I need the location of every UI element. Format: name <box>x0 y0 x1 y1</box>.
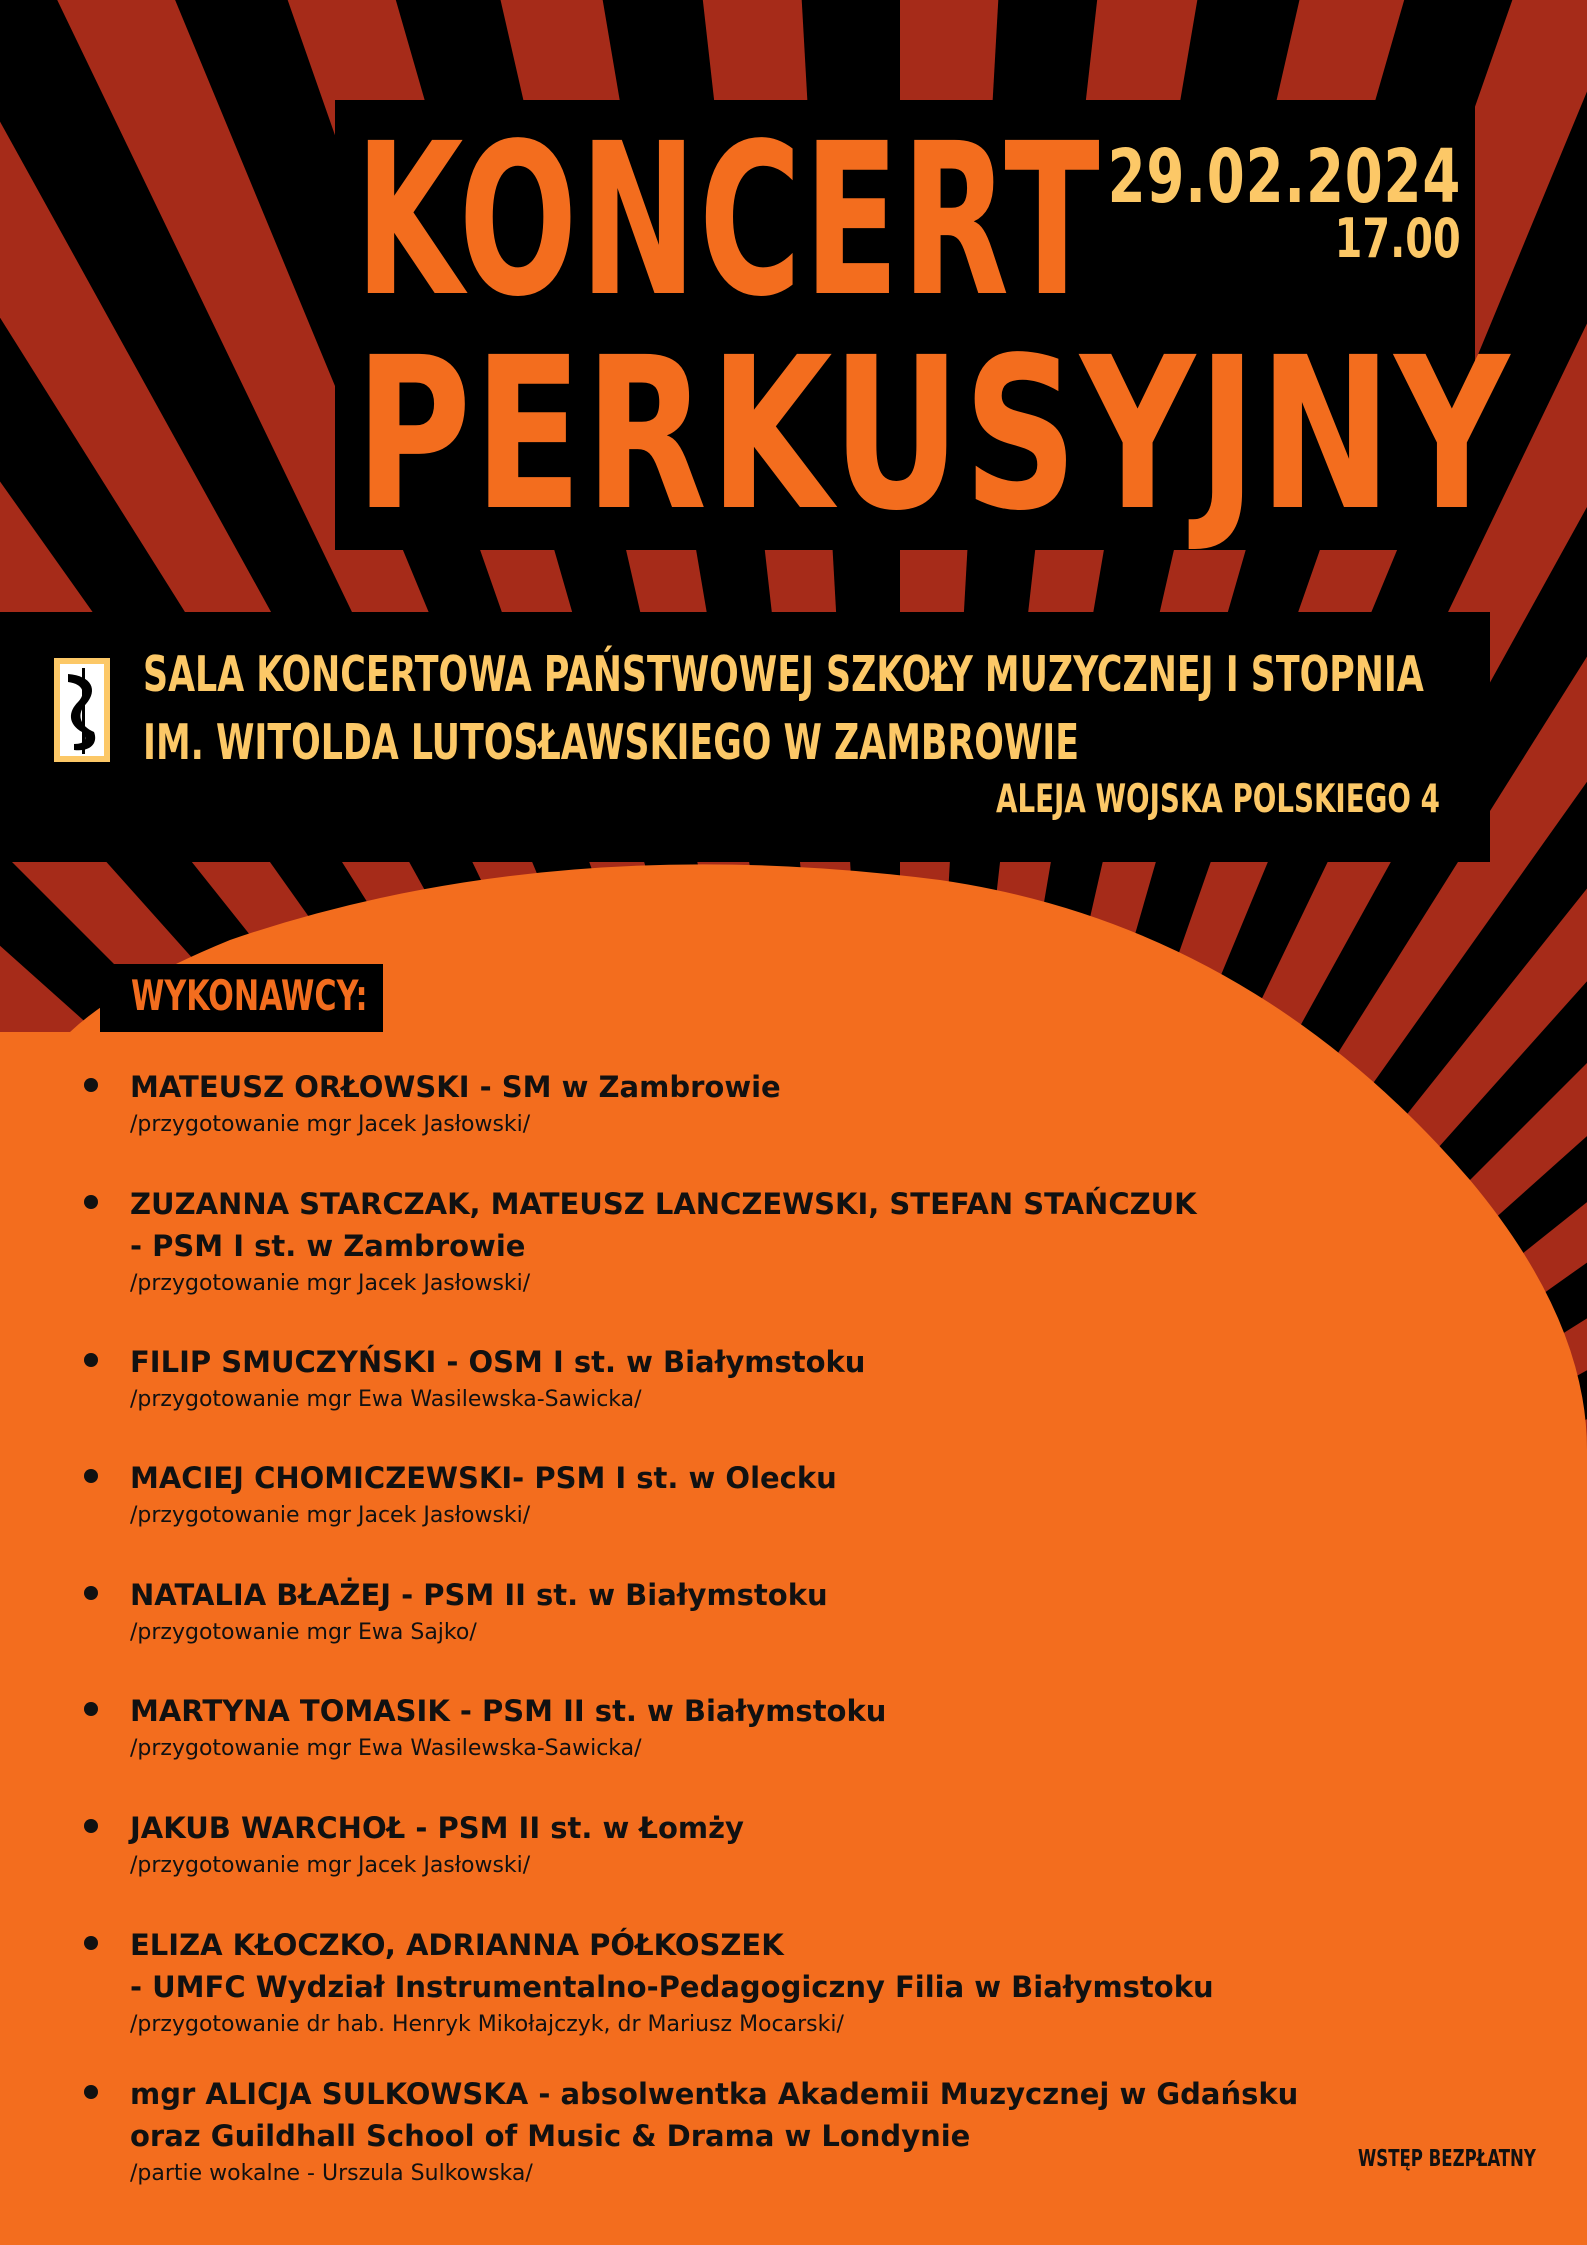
performer-name: NATALIA BŁAŻEJ - PSM II st. w Białymstoku <box>130 1578 828 1612</box>
performer-teacher: /przygotowanie mgr Ewa Wasilewska-Sawicka/ <box>130 1387 642 1412</box>
performers-header <box>100 964 383 1032</box>
performer-teacher: /partie wokalne - Urszula Sulkowska/ <box>130 2161 533 2186</box>
performer-name: mgr ALICJA SULKOWSKA - absolwentka Akademii Muzycznej w Gdańsku <box>130 2077 1299 2111</box>
performer-name: ELIZA KŁOCZKO, ADRIANNA PÓŁKOSZEK <box>130 1928 784 1962</box>
performer-name: FILIP SMUCZYŃSKI - OSM I st. w Białymstoku <box>130 1345 866 1379</box>
performer-teacher: /przygotowanie mgr Jacek Jasłowski/ <box>130 1271 531 1296</box>
performer-name: JAKUB WARCHOŁ - PSM II st. w Łomży <box>130 1811 744 1845</box>
performer-name-continued: - UMFC Wydział Instrumentalno-Pedagogiczny Filia w Białymstoku <box>130 1970 1214 2004</box>
venue-address: ALEJA WOJSKA POLSKIEGO 4 <box>996 777 1440 822</box>
performer-teacher: /przygotowanie dr hab. Henryk Mikołajczyk, dr Mariusz Mocarski/ <box>130 2012 844 2037</box>
performer-teacher: /przygotowanie mgr Ewa Sajko/ <box>130 1620 477 1645</box>
venue-block <box>0 612 1490 862</box>
performer-name: MACIEJ CHOMICZEWSKI- PSM I st. w Olecku <box>130 1461 837 1495</box>
sun-shape <box>0 864 1587 2245</box>
performer-teacher: /przygotowanie mgr Jacek Jasłowski/ <box>130 1503 531 1528</box>
performer-teacher: /przygotowanie mgr Ewa Wasilewska-Sawicka/ <box>130 1736 642 1761</box>
performer-name: MARTYNA TOMASIK - PSM II st. w Białymstoku <box>130 1694 887 1728</box>
event-title-line-1: KONCERT <box>355 98 1102 343</box>
venue-name-line-1: SALA KONCERTOWA PAŃSTWOWEJ SZKOŁY MUZYCZNEJ I STOPNIA <box>143 646 1424 703</box>
school-logo-icon <box>52 656 112 764</box>
title-block <box>335 98 1512 557</box>
performer-teacher: /przygotowanie mgr Jacek Jasłowski/ <box>130 1112 531 1137</box>
venue-name-line-2: IM. WITOLDA LUTOSŁAWSKIEGO W ZAMBROWIE <box>143 714 1080 771</box>
free-admission-note: WSTĘP BEZPŁATNY <box>1358 2146 1536 2172</box>
performer-name-continued: - PSM I st. w Zambrowie <box>130 1229 526 1263</box>
event-title-line-2: PERKUSYJNY <box>355 312 1512 557</box>
event-date: 29.02.2024 <box>1107 134 1461 220</box>
performers-label: WYKONAWCY: <box>131 971 368 1020</box>
performer-name-continued: oraz Guildhall School of Music & Drama w Londynie <box>130 2119 971 2153</box>
performer-teacher: /przygotowanie mgr Jacek Jasłowski/ <box>130 1853 531 1878</box>
performer-name: ZUZANNA STARCZAK, MATEUSZ LANCZEWSKI, STEFAN STAŃCZUK <box>130 1187 1197 1221</box>
event-time: 17.00 <box>1334 207 1461 270</box>
performer-name: MATEUSZ ORŁOWSKI - SM w Zambrowie <box>130 1070 781 1104</box>
